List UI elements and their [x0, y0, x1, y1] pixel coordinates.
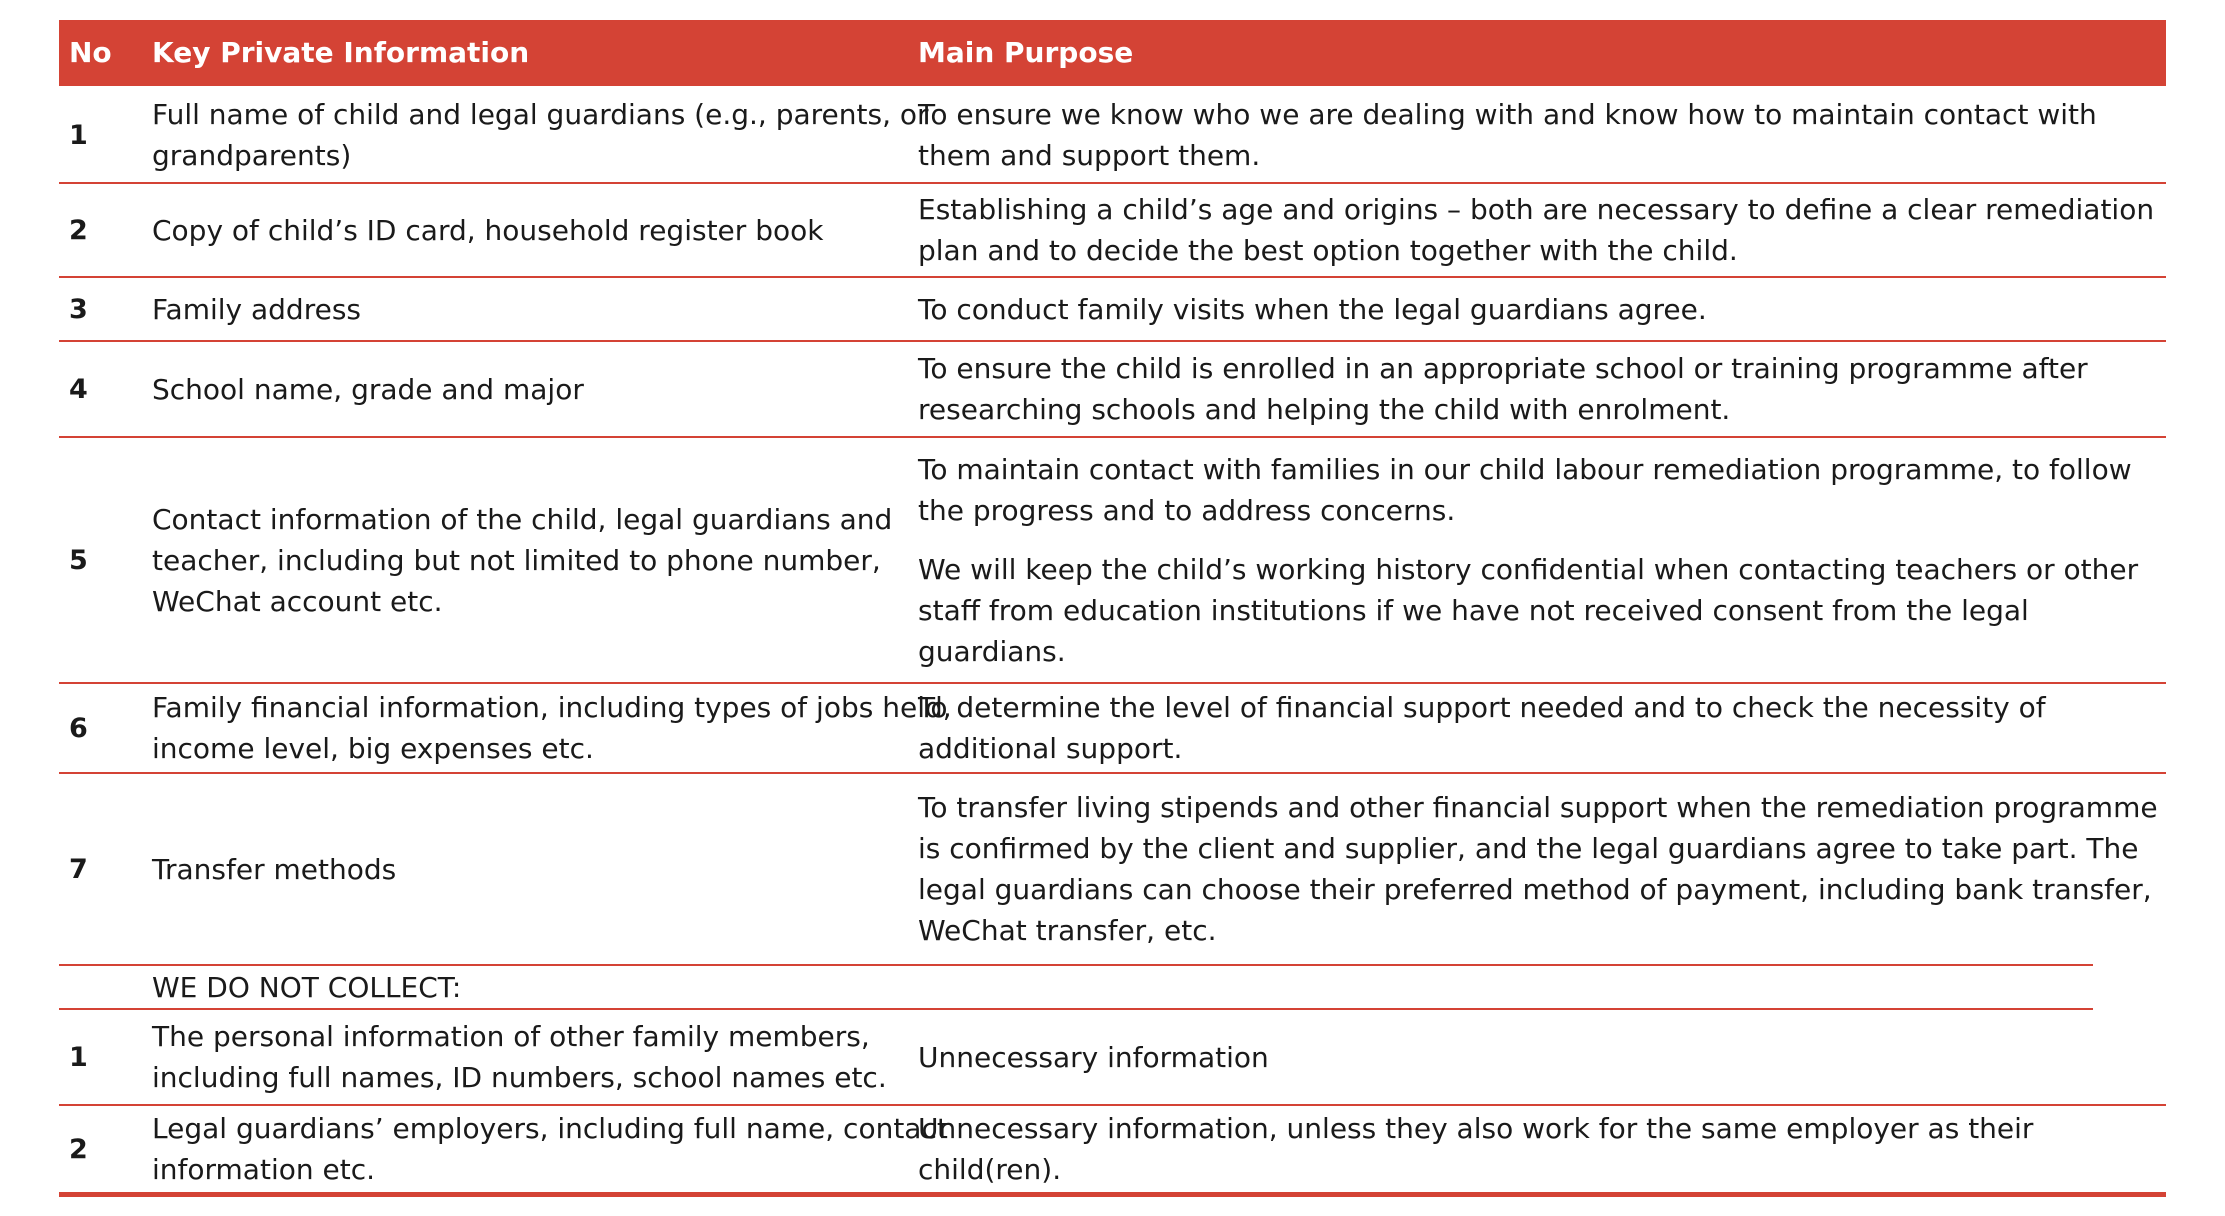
table-row	[59, 278, 2166, 340]
table-header	[59, 20, 2166, 86]
table-row	[59, 774, 2166, 964]
row-number: 5	[69, 544, 88, 576]
table-row	[59, 438, 2166, 682]
row-info: Contact information of the child, legal guardians and teacher, including but not limited to phone number, WeChat account etc.	[152, 502, 893, 618]
row-number: 2	[69, 214, 88, 246]
table-bottom-border	[59, 1192, 2166, 1197]
row-purpose	[918, 438, 2163, 682]
table-row	[59, 184, 2166, 276]
row-purpose	[918, 684, 2163, 772]
row-purpose	[918, 1106, 2163, 1192]
row-number: 7	[69, 853, 88, 885]
table-row	[59, 342, 2166, 436]
row-info: Family address	[152, 292, 362, 326]
header-main-purpose: Main Purpose	[918, 36, 1134, 69]
header-no: No	[69, 36, 112, 69]
row-number: 3	[69, 293, 88, 325]
row-info: Legal guardians’ employers, including full name, contact information etc.	[152, 1112, 948, 1186]
row-number: 2	[69, 1133, 88, 1165]
purpose-text: To conduct family visits when the legal guardians agree.	[918, 292, 1707, 326]
table-row	[59, 684, 2166, 772]
row-info: The personal information of other family members, including full names, ID numbers, school names etc.	[152, 1020, 887, 1094]
row-purpose	[918, 342, 2163, 436]
purpose-text: Unnecessary information	[918, 1040, 1269, 1074]
row-info: School name, grade and major	[152, 372, 584, 406]
table-row	[59, 1106, 2166, 1192]
row-purpose	[918, 1010, 2163, 1104]
table-row	[59, 88, 2166, 182]
purpose-text: Unnecessary information, unless they also work for the same employer as their child(ren).	[918, 1112, 2034, 1186]
header-key-private-information: Key Private Information	[152, 36, 530, 69]
purpose-text: To ensure we know who we are dealing with and know how to maintain contact with them and support them.	[918, 98, 2097, 172]
row-number: 4	[69, 373, 88, 405]
row-number: 6	[69, 712, 88, 744]
purpose-text: We will keep the child’s working history confidential when contacting teachers or other staff from education institutions if we have not received consent from the legal guardians.	[918, 552, 2139, 668]
row-info: Family financial information, including types of jobs held, income level, big expenses etc.	[152, 691, 952, 765]
not-collect-heading-row	[59, 966, 2166, 1008]
row-purpose	[918, 278, 2163, 340]
purpose-text: Establishing a child’s age and origins – both are necessary to define a clear remediation plan and to decide the best option together with the child.	[918, 193, 2155, 267]
row-purpose	[918, 88, 2163, 182]
row-purpose	[918, 774, 2163, 964]
purpose-text: To maintain contact with families in our child labour remediation programme, to follow the progress and to address concerns.	[918, 452, 2132, 527]
row-purpose	[918, 184, 2163, 276]
row-number: 1	[69, 1041, 88, 1073]
row-info: Copy of child’s ID card, household register book	[152, 213, 824, 247]
not-collect-heading: WE DO NOT COLLECT:	[152, 970, 462, 1004]
row-info: Full name of child and legal guardians (e.g., parents, or grandparents)	[152, 98, 929, 172]
row-info: Transfer methods	[152, 852, 397, 886]
row-number: 1	[69, 119, 88, 151]
purpose-text: To ensure the child is enrolled in an appropriate school or training programme after researching schools and helping the child with enrolment.	[918, 352, 2088, 426]
table-row	[59, 1010, 2166, 1104]
purpose-text: To transfer living stipends and other financial support when the remediation programme is confirmed by the client and supplier, and the legal guardians agree to take part. The legal guardians can choose their preferred method of payment, including bank transfer, WeChat transfer, etc.	[918, 791, 2158, 947]
purpose-text: To determine the level of financial support needed and to check the necessity of additional support.	[918, 691, 2046, 765]
